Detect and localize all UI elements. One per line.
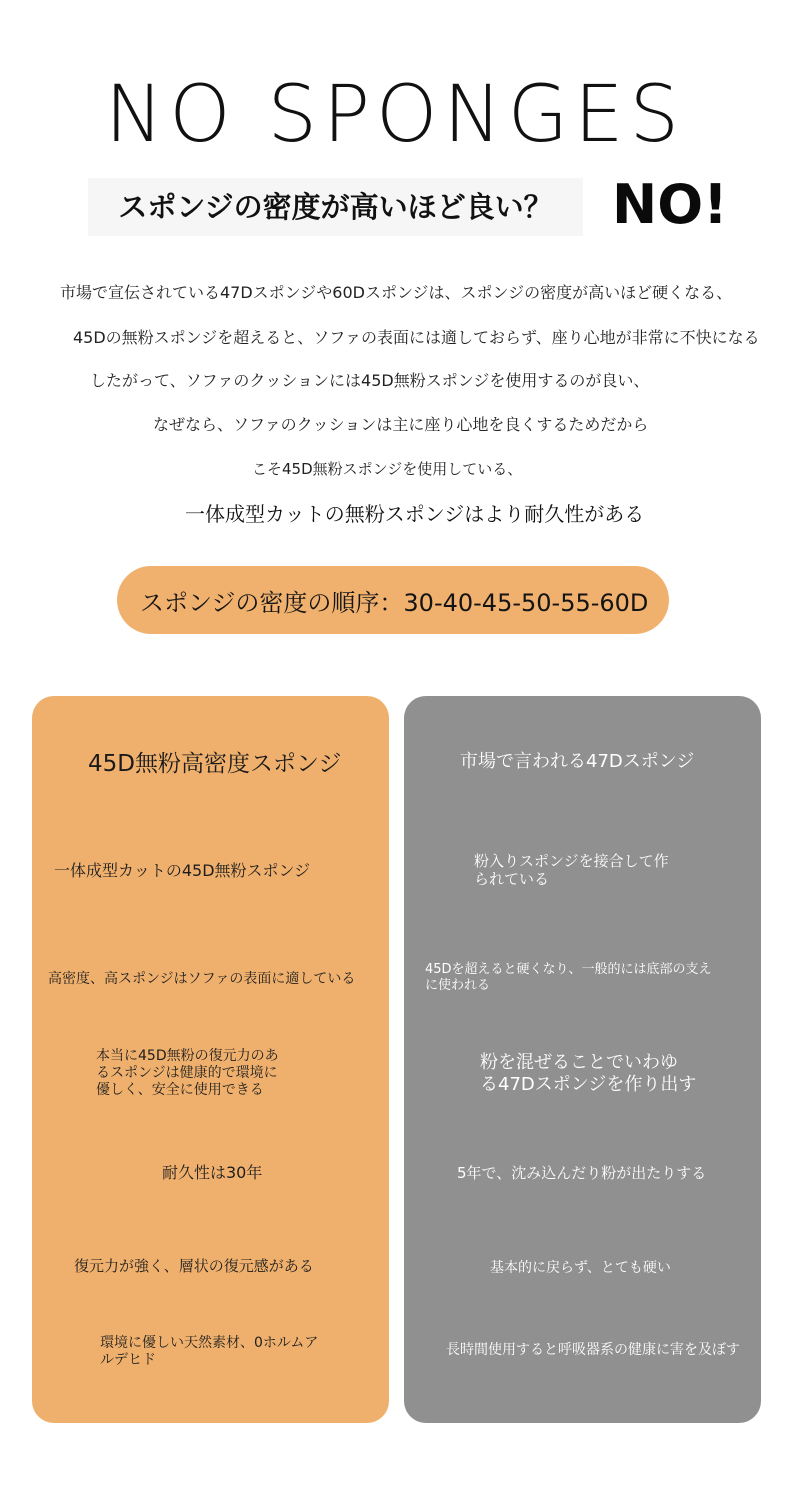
feature-item: 復元力が強く、層状の復元感がある bbox=[74, 1257, 314, 1275]
intro-line: 市場で宣伝されている47Dスポンジや60Dスポンジは、スポンジの密度が高いほど硬くなる、 bbox=[60, 283, 733, 302]
intro-line: なぜなら、ソファのクッションは主に座り心地を良くするためだから bbox=[153, 415, 649, 434]
feature-item: る47Dスポンジを作り出す bbox=[480, 1074, 697, 1095]
comparison-card-47d bbox=[404, 696, 761, 1423]
feature-item: るスポンジは健康的で環境に bbox=[96, 1065, 278, 1081]
feature-item: られている bbox=[474, 870, 550, 888]
feature-item: 本当に45D無粉の復元力のあ bbox=[96, 1048, 279, 1064]
card-title: 45D無粉高密度スポンジ bbox=[88, 751, 342, 777]
feature-item: 優しく、安全に使用できる bbox=[96, 1082, 264, 1098]
feature-item: 環境に優しい天然素材、0ホルムア bbox=[100, 1335, 319, 1351]
feature-item: 長時間使用すると呼吸器系の健康に害を及ぼす bbox=[446, 1342, 740, 1358]
feature-item: 高密度、高スポンジはソファの表面に適している bbox=[48, 971, 356, 987]
feature-item: 粉入りスポンジを接合して作 bbox=[474, 852, 669, 870]
feature-item: 45Dを超えると硬くなり、一般的には底部の支え bbox=[425, 962, 712, 977]
feature-item: ルデヒド bbox=[100, 1352, 156, 1368]
density-order-label: スポンジの密度の順序：30-40-45-50-55-60D bbox=[140, 589, 649, 617]
intro-line: 45Dの無粉スポンジを超えると、ソファの表面には適しておらず、座り心地が非常に不快になる bbox=[73, 328, 760, 347]
answer-mark: NO! bbox=[612, 173, 728, 236]
page-title: NO SPONGES bbox=[104, 70, 686, 160]
feature-item: に使われる bbox=[425, 978, 491, 993]
intro-line: したがって、ソファのクッションには45D無粉スポンジを使用するのが良い、 bbox=[90, 371, 650, 390]
comparison-card-45d bbox=[32, 696, 389, 1423]
intro-line: こそ45D無粉スポンジを使用している、 bbox=[252, 460, 523, 478]
question-heading: スポンジの密度が高いほど良い？ bbox=[88, 178, 583, 236]
card-title: 市場で言われる47Dスポンジ bbox=[460, 751, 695, 772]
feature-item: 耐久性は30年 bbox=[162, 1163, 263, 1182]
intro-conclusion: 一体成型カットの無粉スポンジはより耐久性がある bbox=[185, 502, 645, 526]
feature-item: 一体成型カットの45D無粉スポンジ bbox=[54, 861, 311, 880]
feature-item: 粉を混ぜることでいわゆ bbox=[480, 1052, 678, 1073]
feature-item: 5年で、沈み込んだり粉が出たりする bbox=[457, 1164, 707, 1182]
feature-item: 基本的に戻らず、とても硬い bbox=[490, 1260, 671, 1276]
